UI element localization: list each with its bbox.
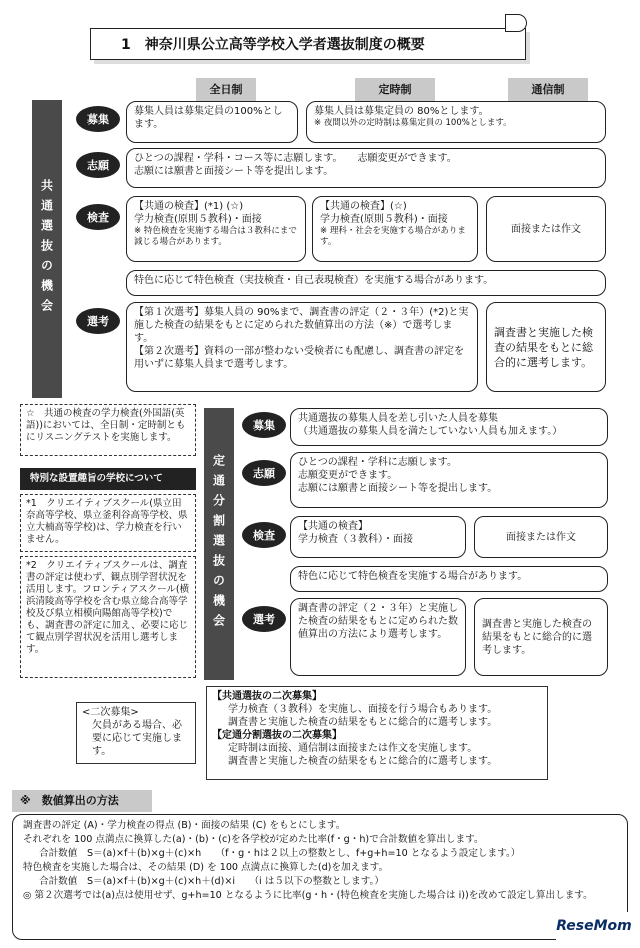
tag-shigan: 志願 bbox=[76, 152, 120, 178]
kyotsu-boshu-zen: 募集人員は募集定員の100%とします。 bbox=[126, 101, 298, 143]
tag-boshu: 募集 bbox=[76, 106, 120, 132]
column-zen: 全日制 bbox=[196, 78, 256, 102]
kyotsu-senko-zen: 【第１次選考】募集人員の 90%まで、調査書の評定（２・３年）(*2)と実施した検査の結果をもとに定められた数値算出の方法（※）で選考します。 【第２次選考】資料の一部が整わない受検者にも配慮し、調査書の評定を用いずに募集人員まで選考します。 bbox=[126, 302, 478, 392]
kyotsu-kensa-zen: 【共通の検査】(*1) (☆) 学力検査(原則５教科)・面接 ※ 特色検査を実施する場合は３教科にまで減じる場合があります。 bbox=[126, 196, 306, 262]
note-1: *1 クリエイティブスクール(県立田奈高等学校、県立釜利谷高等学校、県立大楠高等学校)は、学力検査を行いません。 bbox=[20, 494, 196, 552]
teiin-kensa: 【共通の検査】 学力検査（３教科）・面接 bbox=[290, 516, 466, 558]
teiin-senko-l: 調査書の評定（２・３年）と実施した検査の結果をもとに定められた数値算出の方法により選考します。 bbox=[290, 598, 466, 676]
method-box: 調査書の評定 (A)・学力検査の得点 (B)・面接の結果 (C) をもとにします。 それぞれを 100 点満点に換算した(a)・(b)・(c)を各学校が定めた比率(f・g・h)で合計数値を算出します。 合計数値 S＝(a)×f＋(b)×g＋(c)×h （f・g・hは２以上の整数とし、f+g+h=10 となるよう設定します。） 特色検査を実施した場合は、その結果 (D) を 100 点満点に換算した(d)を加えます。 合計数値 S＝(a)×f＋(b)×g＋(c)×h＋(d)×i （i は５以下の整数とします。） ◎ 第２次選考では(a)点は使用せず、g+h=10 となるように比率(g・h・(特色検査を実施した場合は i))を改めて設定し算出します。 bbox=[12, 814, 628, 940]
teiin-shigan: ひとつの課程・学科に志願します。 志願変更ができます。 志願には願書と面接シート等を提出します。 bbox=[290, 452, 608, 508]
tag-senko: 選考 bbox=[76, 308, 120, 334]
tag-teiin-boshu: 募集 bbox=[242, 412, 286, 438]
special-title: 特別な設置趣旨の学校について bbox=[20, 468, 196, 490]
tag-teiin-senko: 選考 bbox=[242, 606, 286, 632]
kyotsu-shigan: ひとつの課程・学科・コース等に志願します。 志願変更ができます。 志願には願書と面接シート等を提出します。 bbox=[126, 148, 606, 188]
teiin-kensa-r: 面接または作文 bbox=[474, 516, 608, 558]
method-title: ※ 数値算出の方法 bbox=[12, 790, 152, 812]
column-tei: 定時制 bbox=[355, 78, 435, 102]
scroll-curl bbox=[505, 14, 527, 32]
resemom-logo: ReseMom bbox=[556, 912, 632, 940]
section-kyotsu: 共通選抜の機会 bbox=[32, 100, 62, 398]
tag-teiin-shigan: 志願 bbox=[242, 460, 286, 486]
niji-box: 【共通選抜の二次募集】 学力検査（３教科）を実施し、面接を行う場合もあります。 調査書と実施した検査の結果をもとに総合的に選考します。 【定通分割選抜の二次募集】 定時制は面接、通信制は面接または作文を実施します。 調査書と実施した検査の結果をもとに総合的に選考します。 bbox=[206, 686, 548, 780]
page-title: 1 神奈川県公立高等学校入学者選抜制度の概要 bbox=[121, 37, 425, 53]
title-banner bbox=[90, 28, 526, 60]
teiin-boshu: 共通選抜の募集人員を差し引いた人員を募集 （共通選抜の募集人員を満たしていない人員も加えます。） bbox=[290, 408, 608, 446]
kyotsu-kensa-tsu: 面接または作文 bbox=[486, 196, 606, 262]
note-niji: <二次募集> 欠員がある場合、必要に応じて実施します。 bbox=[76, 702, 196, 764]
column-tsu: 通信制 bbox=[508, 78, 588, 102]
teiin-tokushoku: 特色に応じて特色検査を実施する場合があります。 bbox=[290, 566, 608, 592]
kyotsu-senko-tsu: 調査書と実施した検査の結果をもとに総合的に選考します。 bbox=[486, 302, 606, 392]
section-teiin: 定通分割選抜の機会 bbox=[204, 408, 234, 680]
note-star: ☆ 共通の検査の学力検査(外国語(英語))においては、全日制・定時制ともにリスニングテストを実施します。 bbox=[20, 404, 196, 456]
kyotsu-boshu-tei: 募集人員は募集定員の 80%とします。 ※ 夜間以外の定時制は募集定員の 100%とします。 bbox=[306, 101, 606, 143]
tag-kensa: 検査 bbox=[76, 204, 120, 230]
teiin-senko-r: 調査書と実施した検査の結果をもとに総合的に選考します。 bbox=[474, 598, 608, 676]
tag-teiin-kensa: 検査 bbox=[242, 522, 286, 548]
kyotsu-tokushoku: 特色に応じて特色検査（実技検査・自己表現検査）を実施する場合があります。 bbox=[126, 270, 606, 296]
note-2: *2 クリエイティブスクールは、調査書の評定は使わず、観点別学習状況を活用します。フロンティアスクール(横浜清陵高等学校を含む県立総合高等学校及び県立相模向陽館高等学校)でも、調査書の評定に加え、必要に応じて観点別学習状況を活用し選考します。 bbox=[20, 556, 196, 678]
kyotsu-kensa-tei: 【共通の検査】(☆) 学力検査(原則５教科)・面接 ※ 理科・社会を実施する場合があります。 bbox=[312, 196, 478, 262]
